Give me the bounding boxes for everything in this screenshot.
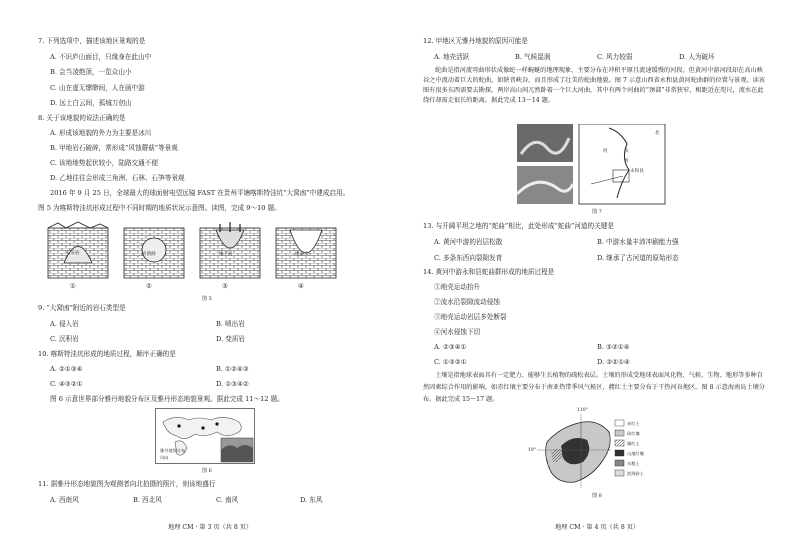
fig5-label-3: ③ (222, 282, 228, 290)
q14-option-c[interactable]: C. ①③②① (434, 358, 467, 366)
fig5-label-4: ④ (298, 282, 304, 290)
q11-option-b[interactable]: B. 西北风 (133, 496, 162, 504)
q14-step-4: ④河水侵蚀下切 (434, 328, 481, 336)
q14-step-3: ③地壳运动岩层多处断裂 (434, 313, 507, 321)
q8-option-b[interactable]: B. 甲地岩石破碎，常形成“风蚀蘑菇”等景观 (50, 144, 178, 152)
fig7-label-xi: 西 (624, 159, 629, 164)
fig5-tag-underground-river: 地下河 (219, 252, 233, 257)
intro-9-10-line2: 图 5 为喀斯特洼坑形成过程中不同时期的地质状况示意图。读图，完成 9～10 题。 (38, 204, 281, 212)
q14-option-d[interactable]: D. ③②①④ (597, 358, 630, 366)
q14-step-2: ②流水沿裂隙流动侵蚀 (434, 298, 500, 306)
q10-option-c[interactable]: C. ④③②① (50, 380, 83, 388)
q8-option-c[interactable]: C. 该地地势起伏较小，陆路交通不便 (50, 159, 158, 167)
fig6-legend-wind: 风向 (160, 455, 169, 460)
fig5-tag-limestone: 石灰岩 (66, 251, 80, 256)
fig7-caption: 图 7 (592, 209, 602, 215)
fig7-label-shan: 山 (624, 149, 629, 154)
q13-option-b[interactable]: B. 中游水量丰沛冲刷能力强 (597, 238, 679, 246)
fig8-legend-4: 山地红壤 (627, 451, 644, 456)
fig8-legend-1: 赤红土 (627, 421, 640, 426)
fig8-caption: 图 8 (592, 493, 602, 499)
q12-option-b[interactable]: B. 气候湿润 (515, 53, 551, 61)
q7-stem: 7. 下列选项中，描述该地区景观的是 (38, 37, 146, 45)
q8-option-d[interactable]: D. 乙地往往会形成三角洲、石林、石笋等景观 (50, 174, 185, 182)
intro-9-10-line1: 2016 年 9 月 25 日，全球最大的球面射电望远镜 FAST 在贵州平塘喀斯特洼坑“大窝凼”中建成启用。 (50, 189, 350, 197)
q14-option-b[interactable]: B. ③②①④ (597, 343, 630, 351)
q13-option-d[interactable]: D. 继承了古河道的原始形态 (597, 254, 679, 262)
q14-step-1: ①地壳运动抬升 (434, 283, 481, 291)
q8-option-a[interactable]: A. 形成该地貌的外力为主要是冰川 (50, 129, 152, 137)
intro-15-17: 土壤是指地球表面具有一定肥力、能够生长植物的疏松表层。土壤的形成受地球表面风化物、气候、生物、地形等多种自然因素综合作用的影响，如赤红壤主要分布于南亚热带季风气候区，赭红土主要分布于干热河谷地区。图 8 示意海南岛土壤分布。据此完成 15～17 题。 (423, 372, 765, 403)
fig7-label-yonghe: 永和县 (630, 169, 644, 174)
q7-option-a[interactable]: A. 不识庐山面目，只缘身在此山中 (50, 53, 152, 61)
q9-stem: 9. “大窝凼”附近的岩石类型是 (38, 304, 126, 312)
q13-option-a[interactable]: A. 黄河中游的岩层松散 (434, 238, 503, 246)
fig8-longitude: 110° (577, 408, 588, 413)
q7-option-d[interactable]: D. 远上白云间，孤城万仞山 (50, 99, 132, 107)
q9-option-c[interactable]: C. 沉积岩 (50, 335, 79, 343)
q9-option-d[interactable]: D. 变质岩 (216, 335, 246, 343)
q13-stem: 13. 与开阔平坦之地的“蛇曲”相比，此处形成“蛇曲”河道的关键是 (423, 222, 614, 230)
q12-option-c[interactable]: C. 风力较弱 (597, 53, 633, 61)
q12-option-d[interactable]: D. 人为破坏 (679, 53, 715, 61)
q13-option-c[interactable]: C. 多条东西向裂隙发育 (434, 254, 503, 262)
fig7-label-north: 北 (655, 131, 660, 136)
intro-11-12: 图 6 示意世界部分雅丹地貌分布区及雅丹形态地貌景观。据此完成 11～12 题。 (50, 395, 284, 403)
fig5-caption: 图 5 (202, 296, 212, 302)
fig8-legend-6: 滨海砂土 (627, 471, 644, 476)
q14-option-a[interactable]: A. ②③④① (434, 343, 467, 351)
q9-option-a[interactable]: A. 侵入岩 (50, 320, 79, 328)
q14-stem: 14. 黄河中游永和县蛇曲群形成的地质过程是 (423, 268, 555, 276)
q8-stem: 8. 关于该地貌的说法正确的是 (38, 114, 126, 122)
fig8-legend-2: 砖红壤 (627, 431, 640, 436)
page-3-footer: 地理 CM · 第 3 页（共 8 页） (168, 524, 253, 531)
q10-option-b[interactable]: B. ①②④③ (216, 365, 249, 373)
fig7-label-he: 河 (603, 149, 608, 154)
q7-option-c[interactable]: C. 山在虚无缥缈间，人在画中游 (50, 84, 145, 92)
figure-7 (517, 124, 667, 206)
q11-stem: 11. 据雅丹形态地貌图为观测者向北拍摄的照片，则该地盛行 (38, 480, 216, 488)
fig8-latitude: 19° (528, 448, 536, 453)
page-4-footer: 地理 CM · 第 4 页（共 8 页） (555, 524, 640, 531)
q11-option-c[interactable]: C. 南风 (216, 496, 239, 504)
q11-option-a[interactable]: A. 西南风 (50, 496, 79, 504)
fig6-caption: 图 6 (202, 468, 212, 474)
q10-option-d[interactable]: D. ①③④② (216, 380, 249, 388)
fig5-label-2: ② (146, 282, 152, 290)
q7-option-b[interactable]: B. 会当凌绝顶，一览众山小 (50, 68, 132, 76)
q10-stem: 10. 喀斯特洼坑形成的地质过程，顺序正确的是 (38, 350, 176, 358)
q10-option-a[interactable]: A. ②①③④ (50, 365, 83, 373)
figure-6 (155, 408, 255, 464)
fig6-legend-yardang: 雅丹地貌分布 (160, 448, 186, 453)
fig8-legend-3: 燥红土 (627, 441, 640, 446)
page-4 (397, 0, 794, 544)
q12-option-a[interactable]: A. 地壳活跃 (434, 53, 470, 61)
fig8-legend-5: 水稻土 (627, 461, 640, 466)
fig5-tag-cave: 岩溶洞 (142, 252, 156, 257)
fig5-tag-surface-water: 地表水 (295, 252, 309, 257)
q9-option-b[interactable]: B. 喷出岩 (216, 320, 245, 328)
intro-13-14: 蛇曲是指河流弯曲形状成像蛇一样蜿蜒的地理现象，主要分布在冲积平原且流速缓慢的河段。但黄河中游河段却在高山峡谷之中流动着巨大的蛇曲，如陕晋峡谷，而且形成了壮美的蛇曲地貌。图 7 示意山西省永和县黄河蛇曲群的位置与景观。读该图有很多东西需要去勘探，两岸高山间兀然卧着一个巨大河曲，其中有两个河曲的“颈部”非常狭窄，相距近在咫尺，流水在此绕行却需走很长的距离。据此完成 13～14 题。 (423, 67, 765, 104)
fig5-panel-3 (200, 222, 260, 278)
q11-option-d[interactable]: D. 东风 (300, 496, 323, 504)
fig5-label-1: ① (70, 282, 76, 290)
q12-stem: 12. 甲地区无雅丹地貌的原因可能是 (423, 37, 528, 45)
